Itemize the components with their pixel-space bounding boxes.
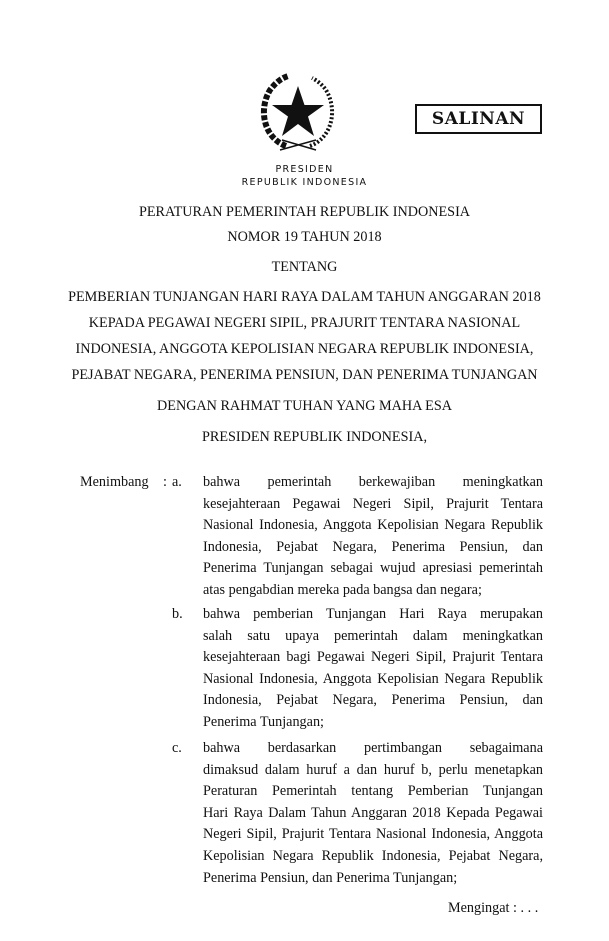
office-line-republic: REPUBLIK INDONESIA bbox=[241, 177, 368, 188]
text-line: salah satu upaya pemerintah dalam meningkatkan bbox=[203, 627, 543, 644]
text-line: Indonesia, Pejabat Negara, Penerima Pensiun, dan bbox=[203, 692, 543, 709]
considering-item-a bbox=[203, 474, 543, 604]
regulation-title: PERATURAN PEMERINTAH REPUBLIK INDONESIA bbox=[138, 204, 471, 220]
text-line: Negeri Sipil, Prajurit Tentara Nasional Indonesia, Anggota bbox=[203, 826, 543, 843]
text-line: Indonesia, Pejabat Negara, Penerima Pensiun, dan bbox=[203, 538, 543, 555]
considering-colon: : bbox=[163, 474, 167, 490]
considering-item-b bbox=[203, 606, 543, 736]
regulation-number: NOMOR 19 TAHUN 2018 bbox=[227, 229, 382, 245]
office-line-president: PRESIDEN bbox=[275, 164, 334, 175]
subject-line: PEMBERIAN TUNJANGAN HARI RAYA DALAM TAHUN ANGGARAN 2018 bbox=[68, 289, 541, 305]
item-letter: c. bbox=[172, 740, 182, 756]
garuda-star-emblem bbox=[256, 70, 340, 154]
subject-line: PEJABAT NEGARA, PENERIMA PENSIUN, DAN PENERIMA TUNJANGAN bbox=[71, 367, 538, 383]
text-line: Peraturan Pemerintah tentang Pemberian Tunjangan bbox=[203, 783, 543, 800]
text-line: atas pengabdian mereka pada bangsa dan negara; bbox=[203, 581, 482, 598]
text-line: bahwa pemberian Tunjangan Hari Raya merupakan bbox=[203, 606, 543, 622]
text-line: Hari Raya Dalam Tahun Anggaran 2018 Kepada Pegawai bbox=[203, 804, 543, 821]
text-line: Penerima Pensiun, dan Penerima Tunjangan; bbox=[203, 869, 458, 886]
text-line: Nasional Indonesia, Anggota Kepolisian Negara Republik bbox=[203, 670, 543, 687]
subject-line: INDONESIA, ANGGOTA KEPOLISIAN NEGARA REPUBLIK INDONESIA, bbox=[75, 341, 534, 357]
considering-label: Menimbang bbox=[80, 474, 149, 490]
about-heading: TENTANG bbox=[271, 259, 338, 275]
subject-line: KEPADA PEGAWAI NEGERI SIPIL, PRAJURIT TENTARA NASIONAL bbox=[88, 315, 521, 331]
president-heading: PRESIDEN REPUBLIK INDONESIA, bbox=[201, 429, 428, 445]
text-line: Penerima Tunjangan sebagai wujud apresiasi pemerintah bbox=[203, 560, 543, 577]
text-line: bahwa pemerintah berkewajiban meningkatkan bbox=[203, 474, 543, 490]
text-line: bahwa berdasarkan pertimbangan sebagaimana bbox=[203, 740, 543, 756]
text-line: dimaksud dalam huruf a dan huruf b, perlu menetapkan bbox=[203, 761, 543, 778]
invocation: DENGAN RAHMAT TUHAN YANG MAHA ESA bbox=[157, 398, 452, 414]
salinan-stamp: SALINAN bbox=[415, 104, 542, 134]
text-line: Kepolisian Negara Republik Indonesia, Pejabat Negara, bbox=[203, 847, 543, 864]
considering-item-c bbox=[203, 740, 543, 891]
text-line: Penerima Tunjangan; bbox=[203, 713, 324, 730]
item-letter: b. bbox=[172, 606, 183, 622]
item-letter: a. bbox=[172, 474, 182, 490]
text-line: Nasional Indonesia, Anggota Kepolisian Negara Republik bbox=[203, 517, 543, 534]
continuation-marker: Mengingat : . . . bbox=[448, 900, 539, 916]
text-line: kesejahteraan bagi Pegawai Negeri Sipil, Prajurit Tentara bbox=[203, 649, 543, 666]
text-line: kesejahteraan Pegawai Negeri Sipil, Prajurit Tentara bbox=[203, 495, 543, 512]
